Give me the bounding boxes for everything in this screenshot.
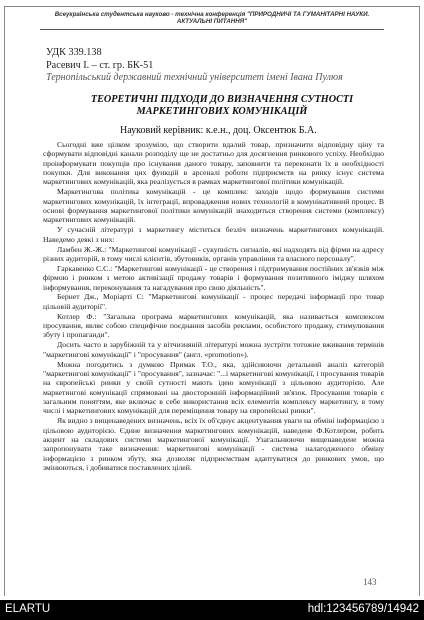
page-border-left (4, 6, 5, 596)
handle-identifier: hdl:123456789/14942 (307, 603, 419, 615)
paragraph: Маркетингова політика комунікацій - це комплекс заходів щодо формування системи маркетингових комунікацій, їх інтеграції, впровадження нових технологій в комунікативний процес. В основі формування маркетингової політики комунікацій знаходиться створення системи (комплексу) маркетингових комунікацій. (43, 187, 384, 225)
header-divider (40, 29, 384, 30)
conference-header (40, 11, 384, 26)
repository-label: ELARTU (5, 603, 51, 615)
supervisor: Науковий керівник: к.е.н., доц. Оксентюк Б.А. (120, 125, 317, 136)
paragraph: Сьогодні вже цілком зрозуміло, що створити вдалий товар, призначити відповідну ціну та сформувати відповідні канали розподілу ще не достатньо для досягнення ринкового успіху. Необхідно проінформувати покупців про існування даного товару, заповнити та переконати їх в необхідності покупки. Для виконання цих функцій в арсеналі роботи підприємств на ринку існує система маркетингових комунікацій, яка реалізується в рамках маркетингової політики комунікацій. (43, 140, 384, 187)
paragraph: Як видно з вищенаведених визначень, всіх їх об'єднує акцентування уваги на обміні інформацією з цільовою аудиторією. Єдине визначення маркетингових комунікацій, наведене Ф.Котлером, робить акцент на складових системи маркетингової комунікації. Узагальнюючи вищенаведене можна запропонувати таке визначення: маркетингові комунікації - система налагодженого обміну інформацією з ринком збуту, яка дозволяє підприємствам адаптуватися до ринкових умов, що змінюються, і добиватися поставлених цілей. (43, 416, 384, 473)
page-border-right (419, 6, 420, 596)
affiliation: Тернопільський державний технічний університет імені Івана Пулюя (46, 72, 343, 83)
paragraph: Бернет Дж., Моріарті С: "Маркетингові комунікації - процес передачі інформації про товар цільовій аудиторії". (43, 292, 384, 311)
udk-code: УДК 339.138 (46, 47, 102, 58)
conference-header-line1: Всеукраїнська студентська науково - технічна конференція "ПРИРОДНИЧІ ТА ГУМАНІТАРНІ НАУКИ. (54, 11, 370, 18)
page-number: 143 (363, 577, 377, 587)
article-title-line1: ТЕОРЕТИЧНІ ПІДХОДИ ДО ВИЗНАЧЕННЯ СУТНОСТІ (90, 94, 354, 105)
conference-header-line2: АКТУАЛЬНІ ПИТАННЯ" (176, 18, 248, 26)
paragraph: Можна погодитись з думкою Примак Т.О., яка, здійснюючи детальний аналіз категорій "маркетингові комунікації" і "просування", зазначає: "...і маркетингові комунікації, і просування товарів на європейські ринки у своїй сутності мають ідею комунікації з цільовою аудиторією. Але маркетингові комунікації спрямовані на двосторонній інформаційний зв'язок. Просування товарів є загальним поняттям, яке включає в себе використання всіх елементів комплексу маркетингу, в тому числі і маркетингових комунікацій для переміщення товару на європейські ринки". (43, 359, 384, 416)
page-border-top (4, 6, 420, 7)
paragraph: У сучасній літературі з маркетингу міститься безліч визначень маркетингових комунікацій. Наведемо деякі з них: (43, 225, 384, 244)
article-title-line2: МАРКЕТИНГОВИХ КОМУНІКАЦІЙ (136, 105, 308, 117)
paragraph: Досить часто в зарубіжній та у вітчизняній літературі можна зустріти тотожне вживання термінів "маркетингові комунікації" і "просування" (англ. «promotion»). (43, 340, 384, 359)
article-body (43, 140, 384, 472)
paragraph: Ламбен Ж.-Ж.: "Маркетингові комунікації - сукупність сигналів, які надходять від фірми на адресу різних аудиторій, в тому числі клієнтів, збутовиків, органів управління та власного персоналу". (43, 244, 384, 263)
article-title (60, 94, 384, 117)
paragraph: Гаркавенко С.С.: "Маркетингові комунікації - це створення і підтримування постійних зв'язків між фірмою і ринком з метою активізації продажу товарів і формування позитивного іміджу шляхом інформування, переконування та нагадування про свою діяльність". (43, 263, 384, 292)
paragraph: Котлер Ф.: "Загальна програма маркетингових комунікацій, яка називається комплексом просування, являє собою специфічне поєднання засобів реклами, особистого продажу, стимулювання збуту і пропаганди". (43, 311, 384, 340)
footer-bar (0, 600, 424, 620)
author-line: Расевич І. – ст. гр. БК-51 (46, 60, 154, 71)
